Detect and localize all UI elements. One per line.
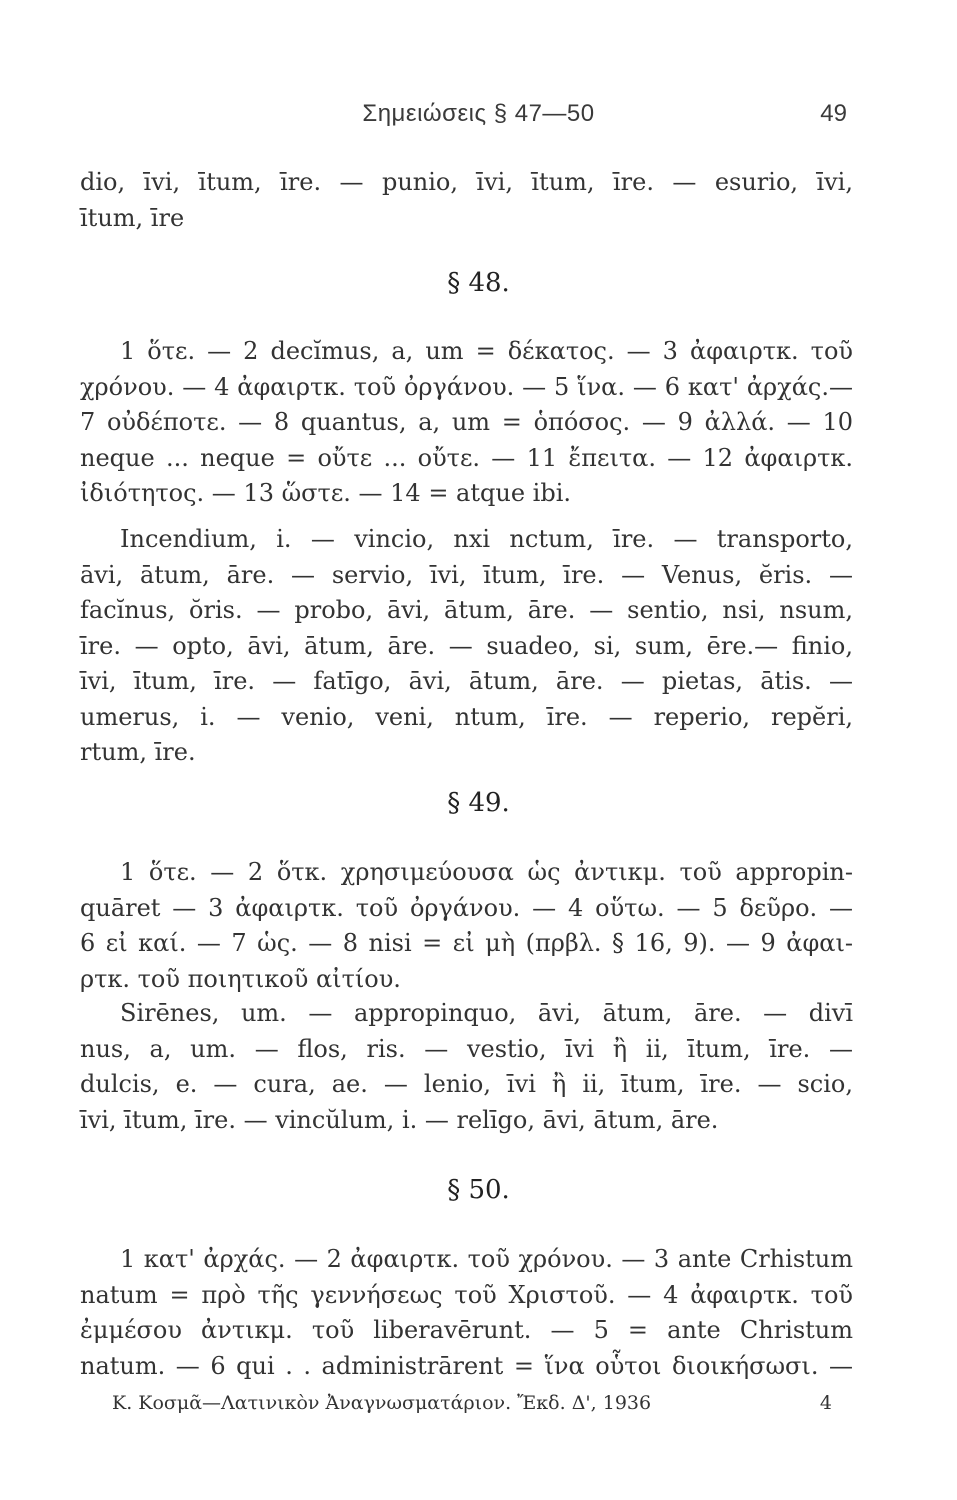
text-line: 1 κατ' ἀρχάς. — 2 ἀφαιρτκ. τοῦ χρόνου. — 3 ante Crhistum (120, 1245, 853, 1273)
sheet-number: 4 (819, 1392, 832, 1414)
text-line: 7 οὐδέποτε. — 8 quantus, a, um = ὁπόσος. — 9 ἀλλά. — 10 (80, 408, 853, 436)
section-50-notes (80, 1242, 853, 1384)
publisher-footer (112, 1392, 832, 1420)
text-line: ἐμμέσου ἀντικμ. τοῦ liberavērunt. — 5 = ante Christum (80, 1316, 853, 1344)
text-line: natum = πρὸ τῆς γεννήσεως τοῦ Χριστοῦ. — 4 ἀφαιρτκ. τοῦ (80, 1280, 853, 1309)
text-line: 6 εἰ καί. — 7 ὡς. — 8 nisi = εἰ μὴ (πρβλ. § 16, 9). — 9 ἀφαι- (80, 929, 853, 957)
footer-text: Κ. Κοσμᾶ—Λατινικὸν Ἀναγνωσματάριον. Ἔκδ. Δ', 1936 (112, 1392, 652, 1414)
text-line: dulcis, e. — cura, ae. — lenio, īvi ἢ ii, ītum, īre. — scio, (80, 1070, 853, 1098)
section-48-notes (80, 334, 853, 512)
text-line: χρόνου. — 4 ἀφαιρτκ. τοῦ ὀργάνου. — 5 ἵνα. — 6 κατ' ἀρχάς.— (80, 372, 853, 401)
section-49-vocabulary (80, 996, 853, 1138)
text-line: ρτκ. τοῦ ποιητικοῦ αἰτίου. (80, 964, 401, 993)
section-47-continuation (80, 165, 853, 236)
text-line: Sirēnes, um. — appropinquo, āvi, ātum, āre. — divī (120, 999, 853, 1027)
text-line: 1 ὅτε. — 2 decĭmus, a, um = δέκατος. — 3 ἀφαιρτκ. τοῦ (120, 337, 853, 365)
text-line: ἰδιότητος. — 13 ὥστε. — 14 = atque ibi. (80, 479, 572, 507)
text-line: rtum, īre. (80, 738, 196, 766)
text-line: neque ... neque = οὔτε ... οὔτε. — 11 ἔπειτα. — 12 ἀφαιρτκ. (80, 443, 853, 472)
text-line: dio, īvi, ītum, īre. — punio, īvi, ītum, īre. — esurio, īvi, (80, 168, 853, 196)
text-line: quāret — 3 ἀφαιρτκ. τοῦ ὀργάνου. — 4 οὕτω. — 5 δεῦρο. — (80, 893, 853, 922)
text-line: ītum, īre (80, 203, 185, 232)
section-heading-50: § 50. (447, 1175, 510, 1205)
text-line: īvi, ītum, īre. — fatīgo, āvi, ātum, āre. — pietas, ātis. — (80, 667, 853, 695)
section-48-vocabulary (80, 522, 853, 771)
text-line: āvi, ātum, āre. — servio, īvi, ītum, īre. — Venus, ĕris. — (80, 560, 853, 589)
text-line: umerus, i. — venio, veni, ntum, īre. — reperio, repĕri, (80, 702, 853, 731)
page-number: 49 (820, 100, 847, 127)
section-heading-48: § 48. (447, 268, 510, 298)
text-line: 1 ὅτε. — 2 ὅτκ. χρησιμεύουσα ὡς ἀντικμ. τοῦ appropin- (120, 858, 853, 886)
text-line: nus, a, um. — flos, ris. — vestio, īvi ἢ ii, ītum, īre. — (80, 1034, 853, 1063)
section-49-notes (80, 855, 853, 997)
running-title: Σημειώσεις § 47—50 (362, 100, 595, 127)
text-line: īvi, ītum, īre. — vincŭlum, i. — relīgo, āvi, ātum, āre. (80, 1105, 719, 1134)
text-line: facĭnus, ŏris. — probo, āvi, ātum, āre. — sentio, nsi, nsum, (80, 596, 853, 624)
text-line: Incendium, i. — vincio, nxi nctum, īre. — transporto, (120, 525, 853, 553)
text-line: natum. — 6 qui . . administrārent = ἵνα οὗτοι διοικήσωσι. — (80, 1351, 853, 1380)
text-line: īre. — opto, āvi, ātum, āre. — suadeo, si, sum, ēre.— finio, (80, 631, 853, 660)
section-heading-49: § 49. (447, 788, 510, 818)
running-head (0, 100, 957, 132)
